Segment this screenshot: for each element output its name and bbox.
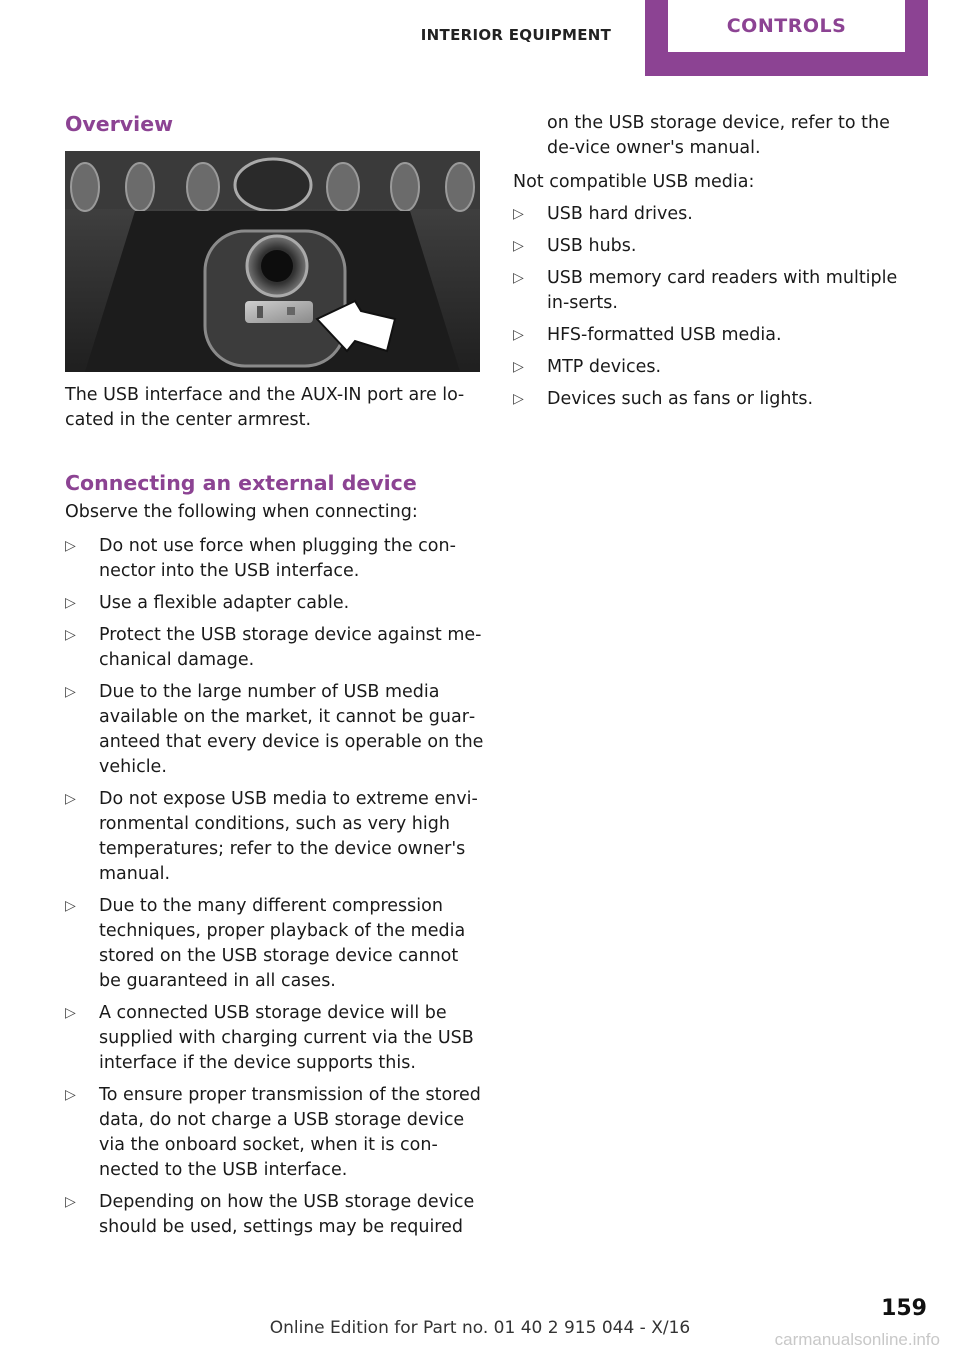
not-compatible-list [513,202,923,412]
chapter-tab [645,0,928,76]
bullet-triangle-icon: ▷ [65,1087,76,1103]
bullet-triangle-icon: ▷ [65,595,76,611]
bullet-triangle-icon: ▷ [65,627,76,643]
connecting-intro: Observe the following when connecting: [65,502,418,522]
list-item: ▷ USB hard drives. [513,202,923,227]
list-item: ▷ Do not use force when plugging the con‐nector into the USB interface. [65,536,456,581]
edition-footer: Online Edition for Part no. 01 40 2 915 044 - X/16 [269,1318,691,1338]
bullet-triangle-icon: ▷ [513,270,524,286]
list-item: ▷ Due to the large number of USB media available on the market, it cannot be guar‐anteed that every device is operable on the vehicle. [65,682,484,777]
list-item: ▷ A connected USB storage device will be supplied with charging current via the USB interface if the device supports this. [65,1003,474,1073]
bullet-triangle-icon: ▷ [65,898,76,914]
bullet-triangle-icon: ▷ [513,206,524,222]
bullet-triangle-icon: ▷ [513,327,524,343]
list-item: ▷ USB hubs. [513,234,923,259]
list-item: ▷ Protect the USB storage device against me‐chanical damage. [65,625,482,670]
list-item: ▷ MTP devices. [513,355,923,380]
bullet-triangle-icon: ▷ [65,684,76,700]
overview-caption: The USB interface and the AUX-IN port are lo‐cated in the center armrest. [65,385,465,430]
bullet-triangle-icon: ▷ [65,538,76,554]
list-item: ▷ Devices such as fans or lights. [513,387,923,412]
section-title: INTERIOR EQUIPMENT [420,26,612,44]
connecting-heading: Connecting an external device [65,471,417,495]
list-item-continuation: on the USB storage device, refer to the de‐vice owner's manual. [547,113,890,158]
bullet-triangle-icon: ▷ [65,1194,76,1210]
bullet-triangle-icon: ▷ [65,791,76,807]
connecting-list [65,534,485,1240]
list-item: ▷ Depending on how the USB storage device should be used, settings may be required [65,1192,475,1237]
usb-port-photo [65,151,480,372]
bullet-triangle-icon: ▷ [513,391,524,407]
list-item: ▷ Do not expose USB media to extreme envi‐ronmental conditions, such as very high temperatures; refer to the device owner's manual. [65,789,478,884]
list-item: ▷ To ensure proper transmission of the stored data, do not charge a USB storage device via the onboard socket, when it is con‐nected to the USB interface. [65,1085,481,1180]
bullet-triangle-icon: ▷ [513,238,524,254]
list-item: ▷ Use a flexible adapter cable. [65,591,485,616]
watermark: carmanualsonline.info [774,1330,940,1349]
page-number: 159 [881,1296,927,1321]
list-item: ▷ Due to the many different compression techniques, proper playback of the media stored on the USB storage device cannot be guaranteed in all cases. [65,896,466,991]
list-item: ▷ HFS-formatted USB media. [513,323,923,348]
not-compatible-intro: Not compatible USB media: [513,172,755,192]
chapter-tab-label: CONTROLS [668,0,905,52]
overview-heading: Overview [65,112,174,136]
bullet-triangle-icon: ▷ [65,1005,76,1021]
list-item: ▷ USB memory card readers with multiple in‐serts. [513,268,898,313]
bullet-triangle-icon: ▷ [513,359,524,375]
